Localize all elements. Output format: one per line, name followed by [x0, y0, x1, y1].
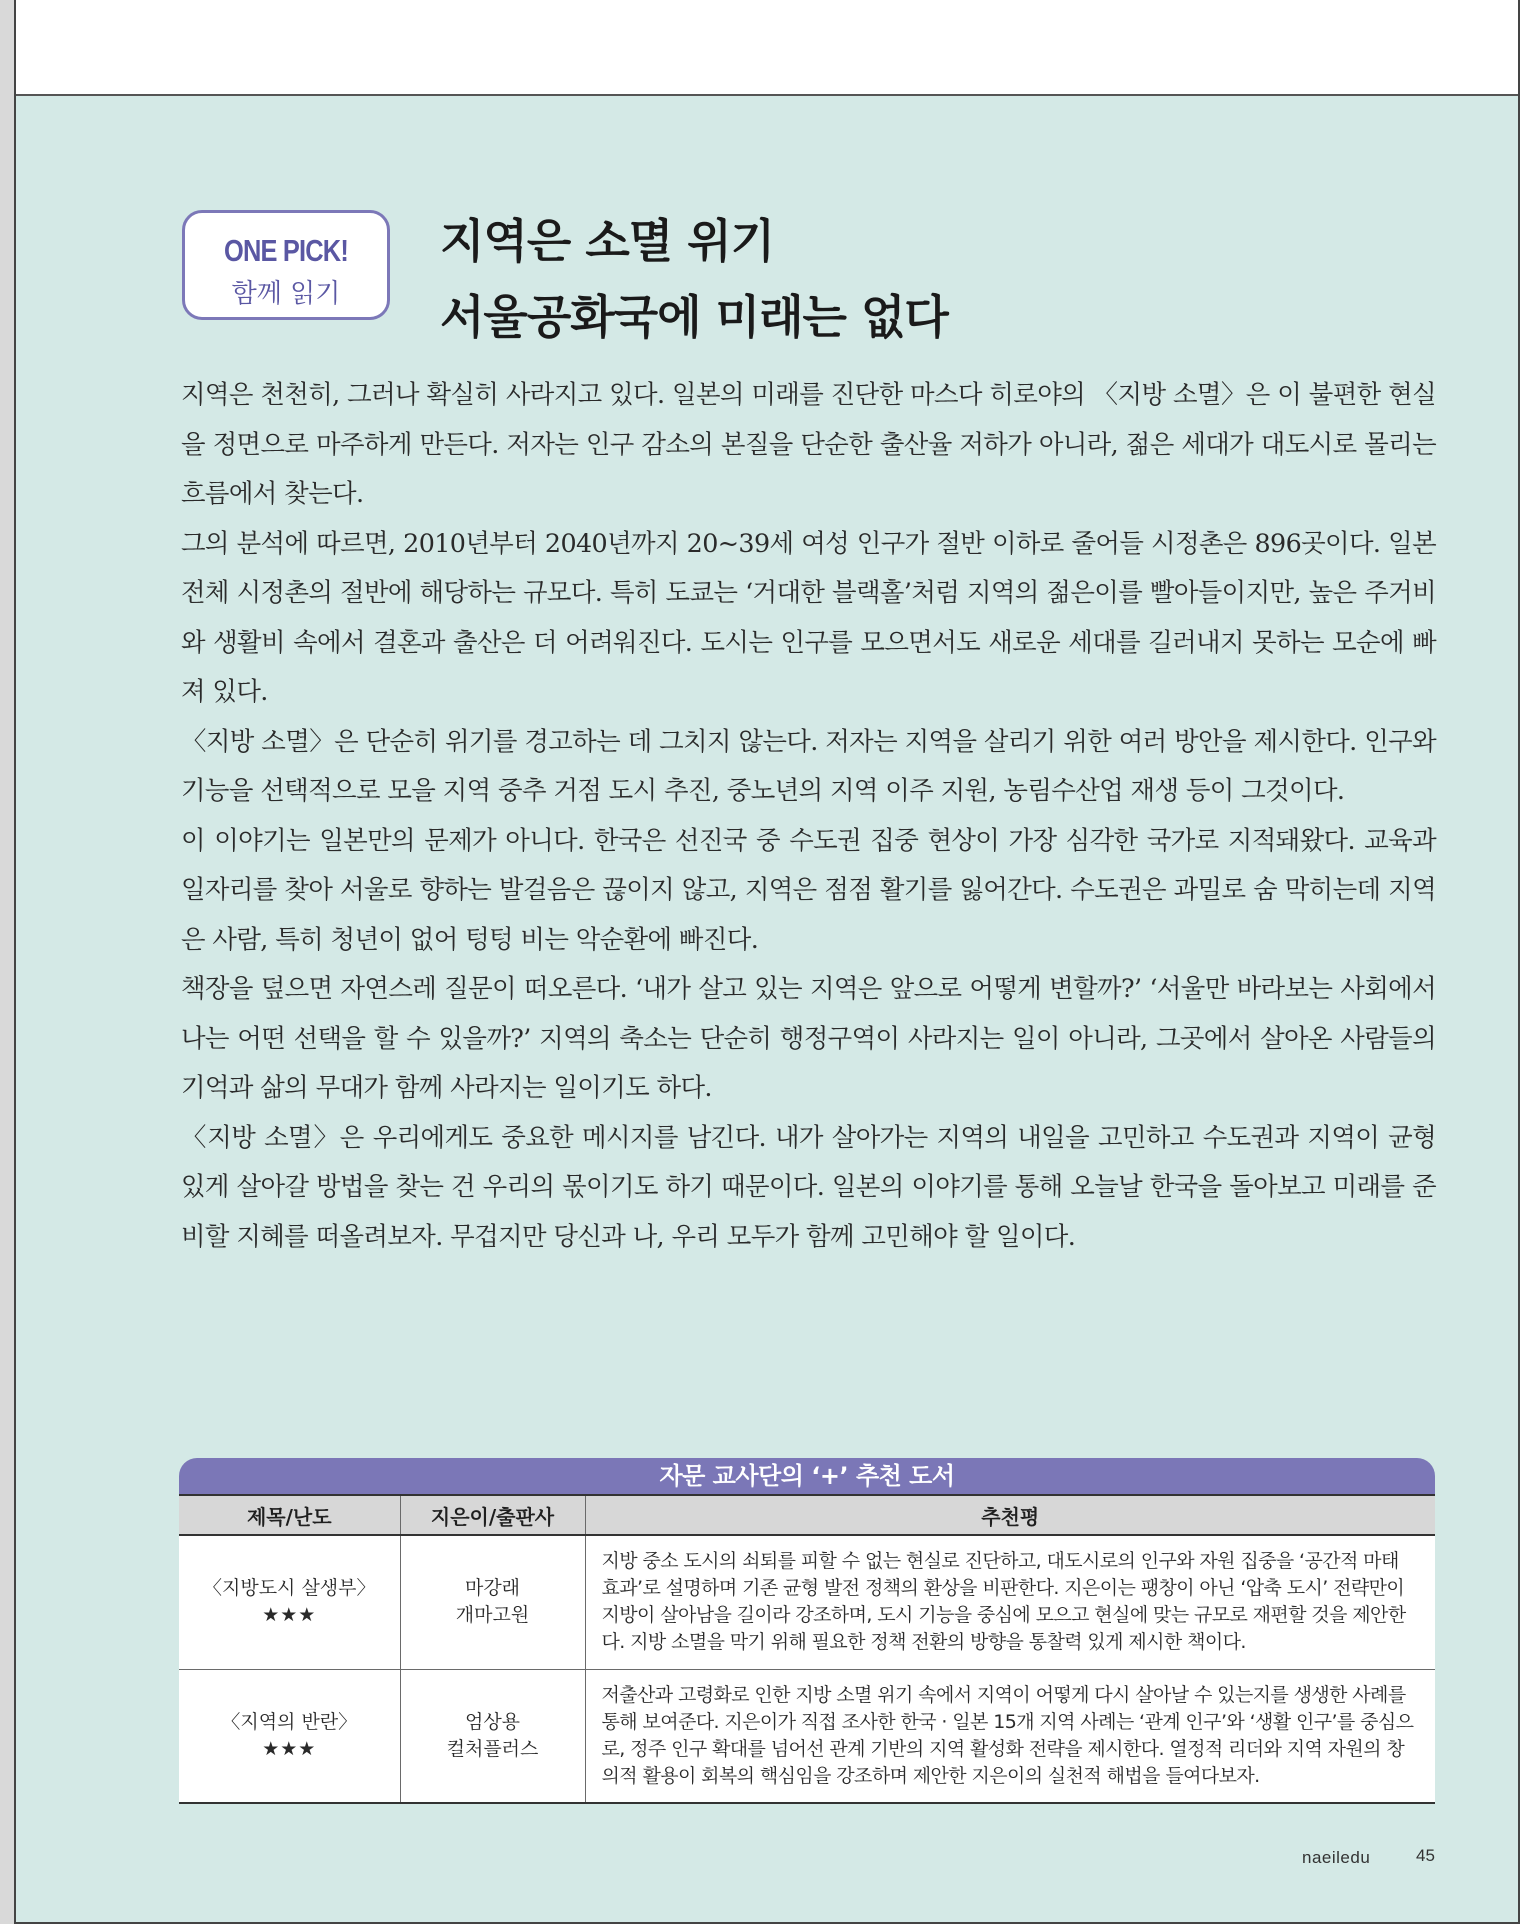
book-author-cell	[400, 1535, 585, 1669]
footer-brand: naeiledu	[1302, 1848, 1371, 1867]
table-title: 자문 교사단의 ‘+’ 추천 도서	[179, 1458, 1435, 1494]
book-publisher: 컬처플러스	[446, 1737, 539, 1760]
table-row	[179, 1669, 1435, 1803]
paragraph: 〈지방 소멸〉은 단순히 위기를 경고하는 데 그치지 않는다. 저자는 지역을 살리기 위한 여러 방안을 제시한다. 인구와 기능을 선택적으로 모을 지역 중추 거점 도시 추진, 중노년의 지역 이주 지원, 농림수산업 재생 등이 그것이다.	[181, 725, 1436, 805]
book-review: 저출산과 고령화로 인한 지방 소멸 위기 속에서 지역이 어떻게 다시 살아날 수 있는지를 생생한 사례를 통해 보여준다. 지은이가 직접 조사한 한국 · 일본 15개 지역 사례는 ‘관계 인구’와 ‘생활 인구’를 중심으로, 정주 인구 확대를 넘어선 관계 기반의 지역 활성화 전략을 제시한다. 열정적 리더와 지역 자원의 창의적 활용이 회복의 핵심임을 강조하며 제안한 지은이의 실천적 해법을 들여다보자.	[585, 1669, 1435, 1803]
paragraph: 그의 분석에 따르면, 2010년부터 2040년까지 20~39세 여성 인구가 절반 이하로 줄어들 시정촌은 896곳이다. 일본 전체 시정촌의 절반에 해당하는 규모다. 특히 도쿄는 ‘거대한 블랙홀’처럼 지역의 젊은이를 빨아들이지만, 높은 주거비와 생활비 속에서 결혼과 출산은 더 어려워진다. 도시는 인구를 모으면서도 새로운 세대를 길러내지 못하는 모순에 빠져 있다.	[181, 527, 1436, 706]
one-pick-badge	[182, 210, 390, 320]
book-title: 〈지방도시 살생부〉	[202, 1577, 376, 1600]
recommended-books-table	[179, 1458, 1435, 1798]
book-title-cell	[179, 1669, 400, 1803]
page-number: 45	[1416, 1846, 1435, 1865]
book-review: 지방 중소 도시의 쇠퇴를 피할 수 없는 현실로 진단하고, 대도시로의 인구와 자원 집중을 ‘공간적 마태 효과’로 설명하며 기존 균형 발전 정책의 환상을 비판한다. 지은이는 팽창이 아닌 ‘압축 도시’ 전략만이 지방이 살아남을 길이라 강조하며, 도시 기능을 중심에 모으고 현실에 맞는 규모로 재편할 것을 제안한다. 지방 소멸을 막기 위해 필요한 정책 전환의 방향을 통찰력 있게 제시한 책이다.	[585, 1535, 1435, 1669]
title-line-1: 지역은 소멸 위기	[440, 214, 775, 268]
paragraph: 이 이야기는 일본만의 문제가 아니다. 한국은 선진국 중 수도권 집중 현상이 가장 심각한 국가로 지적돼왔다. 교육과 일자리를 찾아 서울로 향하는 발걸음은 끊이지 않고, 지역은 점점 활기를 잃어간다. 수도권은 과밀로 숨 막히는데 지역은 사람, 특히 청년이 없어 텅텅 비는 악순환에 빠진다.	[181, 824, 1436, 954]
book-author: 엄상용	[464, 1710, 521, 1733]
column-header-author: 지은이/출판사	[400, 1495, 585, 1535]
book-publisher: 개마고원	[455, 1604, 530, 1627]
paragraph: 지역은 천천히, 그러나 확실히 사라지고 있다. 일본의 미래를 진단한 마스다 히로야의 〈지방 소멸〉은 이 불편한 현실을 정면으로 마주하게 만든다. 저자는 인구 감소의 본질을 단순한 출산율 저하가 아니라, 젊은 세대가 대도시로 몰리는 흐름에서 찾는다.	[181, 379, 1436, 508]
paragraph: 〈지방 소멸〉은 우리에게도 중요한 메시지를 남긴다. 내가 살아가는 지역의 내일을 고민하고 수도권과 지역이 균형 있게 살아갈 방법을 찾는 건 우리의 몫이기도 하기 때문이다. 일본의 이야기를 통해 오늘날 한국을 돌아보고 미래를 준비할 지혜를 떠올려보자. 무겁지만 당신과 나, 우리 모두가 함께 고민해야 할 일이다.	[181, 1121, 1436, 1251]
book-author: 마강래	[464, 1577, 521, 1600]
difficulty-stars: ★★★	[262, 1604, 317, 1627]
badge-label: ONE PICK!	[224, 233, 348, 268]
book-author-cell	[400, 1669, 585, 1803]
column-header-title: 제목/난도	[179, 1495, 400, 1535]
paragraph: 책장을 덮으면 자연스레 질문이 떠오른다. ‘내가 살고 있는 지역은 앞으로 어떻게 변할까?’ ‘서울만 바라보는 사회에서 나는 어떤 선택을 할 수 있을까?’ 지역의 축소는 단순히 행정구역이 사라지는 일이 아니라, 그곳에서 살아온 사람들의 기억과 삶의 무대가 함께 사라지는 일이기도 하다.	[181, 973, 1436, 1102]
column-header-review: 추천평	[585, 1495, 1435, 1535]
table-header-row	[179, 1495, 1435, 1535]
books-table	[179, 1494, 1435, 1804]
badge-sublabel: 함께 읽기	[231, 279, 341, 309]
article-title	[440, 203, 1440, 355]
book-title: 〈지역의 반란〉	[221, 1710, 358, 1733]
article-body	[181, 370, 1436, 1261]
difficulty-stars: ★★★	[262, 1737, 317, 1760]
title-line-2: 서울공화국에 미래는 없다	[440, 290, 948, 344]
table-row	[179, 1535, 1435, 1669]
book-title-cell	[179, 1535, 400, 1669]
